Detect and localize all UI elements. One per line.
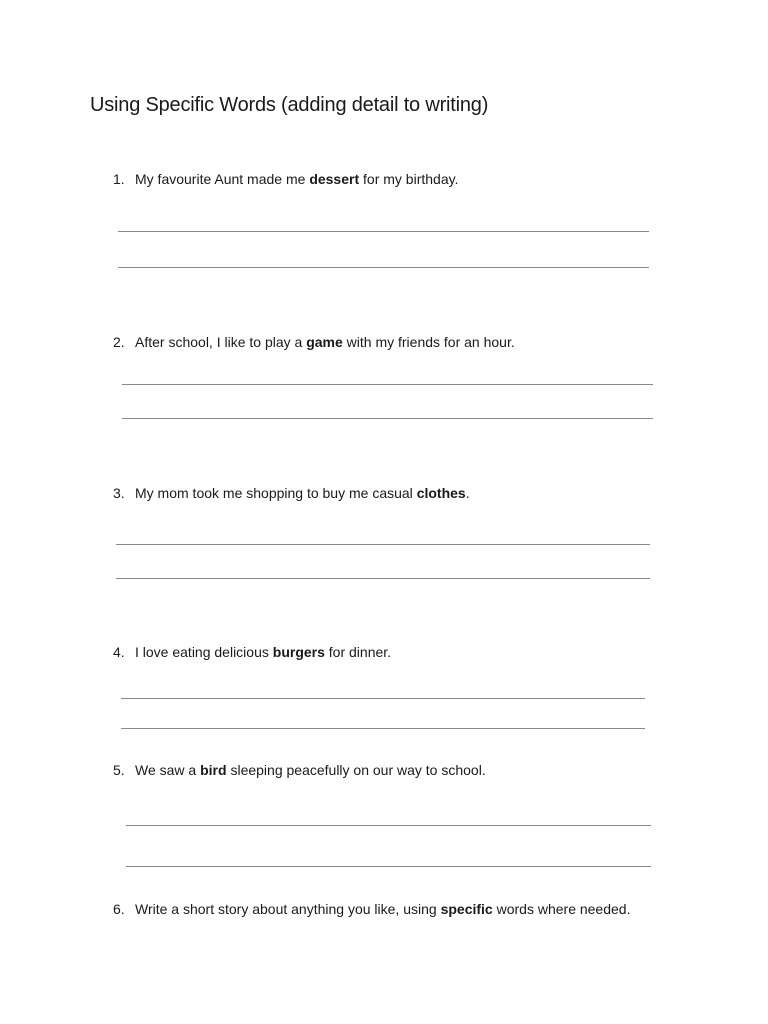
question-keyword: specific [440, 901, 493, 917]
question-text-before: After school, I like to play a [135, 334, 307, 350]
question-keyword: bird [200, 762, 227, 778]
question-keyword: dessert [309, 171, 360, 187]
question-number: 4. [113, 644, 125, 660]
answer-line-3a[interactable] [116, 544, 650, 545]
question-text-after: with my friends for an hour. [342, 334, 515, 350]
question-text-after: words where needed. [492, 901, 631, 917]
question-number: 5. [113, 762, 125, 778]
question-4 [113, 643, 391, 661]
answer-line-5b[interactable] [126, 866, 651, 867]
question-number: 3. [113, 485, 125, 501]
question-text-after: for my birthday. [359, 171, 459, 187]
answer-line-1b[interactable] [118, 267, 649, 268]
question-keyword: clothes [416, 485, 466, 501]
question-text-after: for dinner. [324, 644, 392, 660]
question-text-before: I love eating delicious [135, 644, 273, 660]
answer-line-5a[interactable] [126, 825, 651, 826]
question-number: 6. [113, 901, 125, 917]
worksheet-title: Using Specific Words (adding detail to writing) [90, 94, 489, 116]
answer-line-3b[interactable] [116, 578, 650, 579]
question-3 [113, 484, 470, 502]
question-keyword: burgers [272, 644, 325, 660]
answer-line-4b[interactable] [121, 728, 645, 729]
question-number: 1. [113, 171, 125, 187]
question-text-after: sleeping peacefully on our way to school. [226, 762, 486, 778]
answer-line-2a[interactable] [122, 384, 653, 385]
question-text-before: Write a short story about anything you like, using [135, 901, 441, 917]
answer-line-4a[interactable] [121, 698, 645, 699]
question-text-before: My favourite Aunt made me [135, 171, 310, 187]
question-6 [113, 900, 630, 918]
question-5 [113, 761, 486, 779]
question-2 [113, 333, 515, 351]
question-1 [113, 170, 458, 188]
answer-line-2b[interactable] [122, 418, 653, 419]
answer-line-1a[interactable] [118, 231, 649, 232]
question-text-before: My mom took me shopping to buy me casual [135, 485, 417, 501]
question-text-after: . [465, 485, 470, 501]
question-keyword: game [306, 334, 343, 350]
question-text-before: We saw a [135, 762, 201, 778]
question-number: 2. [113, 334, 125, 350]
